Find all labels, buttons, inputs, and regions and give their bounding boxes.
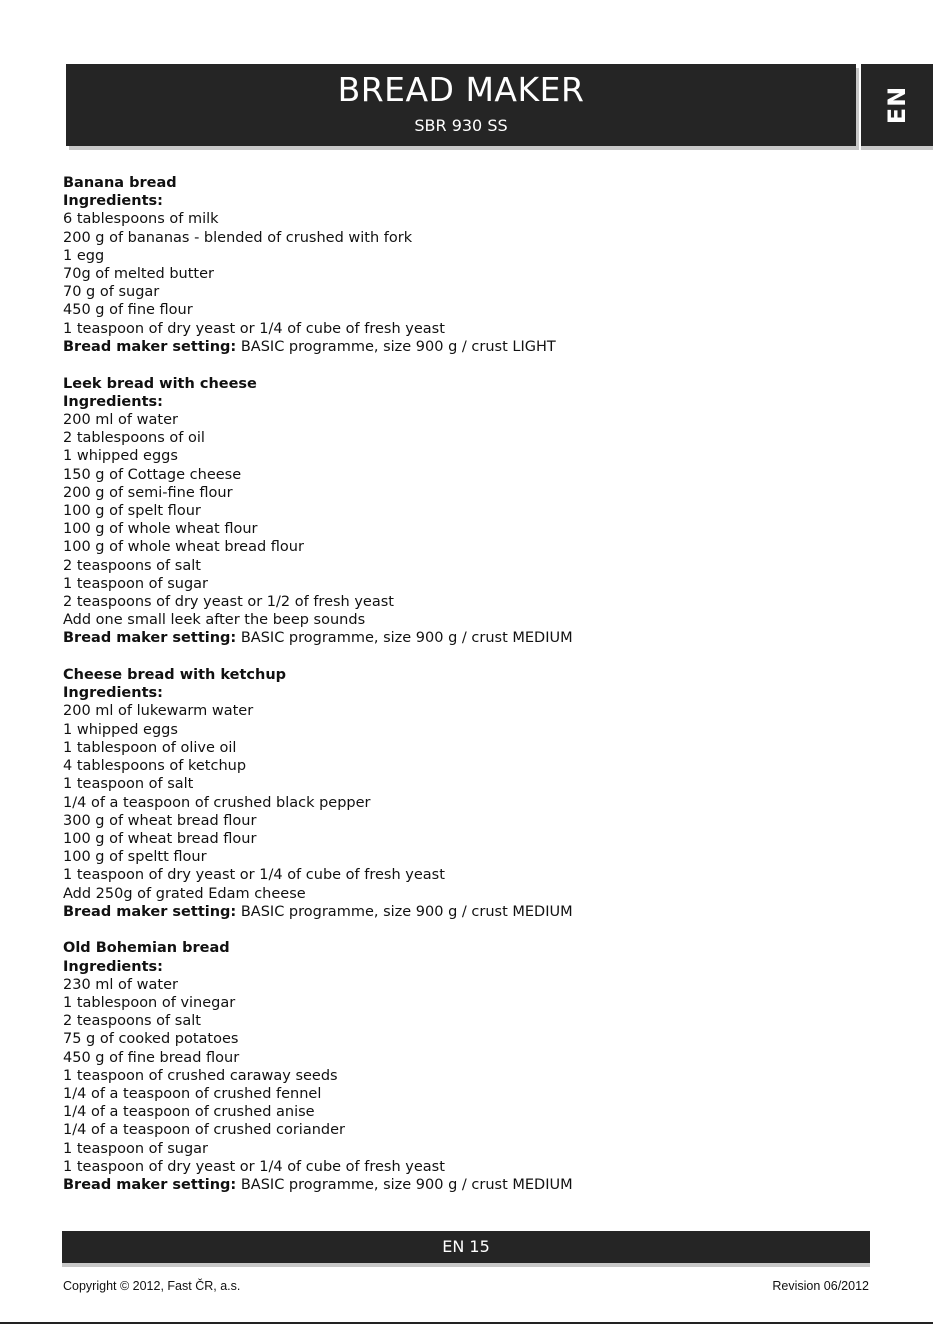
page-number-bar [62,1231,870,1263]
ingredient-item: 1/4 of a teaspoon of crushed black pepper [63,794,371,811]
ingredient-item: 6 tablespoons of milk [63,211,219,228]
ingredient-list [63,976,843,1176]
ingredient-item: 2 tablespoons of oil [63,430,205,447]
ingredient-item: 230 ml of water [63,976,178,993]
ingredient-item: 1/4 of a teaspoon of crushed coriander [63,1122,345,1139]
ingredient-item: Add 250g of grated Edam cheese [63,885,306,902]
bread-maker-setting [63,338,843,356]
revision-label: Revision 06/2012 [772,1279,869,1293]
setting-label: Bread maker setting: [63,630,237,647]
ingredients-label: Ingredients: [63,193,163,210]
ingredient-item: 1 whipped eggs [63,448,178,465]
ingredient-list [63,702,843,902]
ingredient-item: 1/4 of a teaspoon of crushed anise [63,1104,315,1121]
ingredients-label: Ingredients: [63,958,163,975]
recipe-block [63,939,843,1194]
ingredient-item: 70g of melted butter [63,266,214,283]
language-tab [861,64,933,146]
ingredient-item: 2 teaspoons of salt [63,557,201,574]
ingredient-list [63,411,843,629]
ingredient-item: Add one small leek after the beep sounds [63,612,366,629]
ingredient-item: 100 g of speltt flour [63,849,207,866]
setting-label: Bread maker setting: [63,1177,237,1194]
copyright-notice: Copyright © 2012, Fast ČR, a.s. [63,1279,241,1293]
recipe-list [63,174,843,1213]
ingredient-item: 1 tablespoon of olive oil [63,739,237,756]
ingredient-item: 450 g of fine flour [63,302,193,319]
setting-label: Bread maker setting: [63,903,237,920]
ingredient-list [63,210,843,337]
ingredient-item: 100 g of whole wheat flour [63,521,258,538]
page-header [66,64,856,146]
document-title: BREAD MAKER [337,70,585,109]
recipe-block [63,375,843,648]
ingredient-item: 200 g of bananas - blended of crushed with fork [63,229,413,246]
recipe-block [63,666,843,921]
ingredient-item: 1 egg [63,247,105,264]
setting-value: BASIC programme, size 900 g / crust MEDIUM [236,903,573,920]
ingredient-item: 1 teaspoon of sugar [63,1140,209,1157]
ingredient-item: 300 g of wheat bread flour [63,812,257,829]
ingredients-label: Ingredients: [63,685,163,702]
recipe-title: Leek bread with cheese [63,375,257,392]
ingredient-item: 100 g of spelt flour [63,502,201,519]
ingredient-item: 1 teaspoon of dry yeast or 1/4 of cube of fresh yeast [63,867,445,884]
page-number: EN 15 [442,1237,490,1256]
ingredient-item: 1 teaspoon of crushed caraway seeds [63,1067,338,1084]
bread-maker-setting [63,1176,843,1194]
recipe-title: Cheese bread with ketchup [63,667,287,684]
ingredient-item: 1 teaspoon of sugar [63,575,209,592]
ingredient-item: 2 teaspoons of dry yeast or 1/2 of fresh yeast [63,593,394,610]
model-number: SBR 930 SS [414,116,508,135]
setting-value: BASIC programme, size 900 g / crust LIGHT [236,338,556,355]
setting-value: BASIC programme, size 900 g / crust MEDIUM [236,630,573,647]
ingredients-label: Ingredients: [63,393,163,410]
ingredient-item: 200 g of semi-fine flour [63,484,233,501]
ingredient-item: 1 teaspoon of dry yeast or 1/4 of cube of fresh yeast [63,1158,445,1175]
ingredient-item: 100 g of wheat bread flour [63,830,257,847]
bread-maker-setting [63,629,843,647]
ingredient-item: 1/4 of a teaspoon of crushed fennel [63,1086,322,1103]
recipe-block [63,174,843,356]
ingredient-item: 70 g of sugar [63,284,160,301]
ingredient-item: 2 teaspoons of salt [63,1013,201,1030]
ingredient-item: 200 ml of water [63,411,178,428]
ingredient-item: 1 teaspoon of dry yeast or 1/4 of cube of fresh yeast [63,320,445,337]
setting-value: BASIC programme, size 900 g / crust MEDIUM [236,1177,573,1194]
recipe-title: Old Bohemian bread [63,940,230,957]
ingredient-item: 450 g of fine bread flour [63,1049,240,1066]
ingredient-item: 75 g of cooked potatoes [63,1031,239,1048]
ingredient-item: 1 whipped eggs [63,721,178,738]
recipe-title: Banana bread [63,175,177,191]
ingredient-item: 4 tablespoons of ketchup [63,758,247,775]
ingredient-item: 200 ml of lukewarm water [63,703,254,720]
ingredient-item: 100 g of whole wheat bread flour [63,539,304,556]
ingredient-item: 1 teaspoon of salt [63,776,194,793]
ingredient-item: 150 g of Cottage cheese [63,466,242,483]
language-label: EN [883,85,911,125]
bread-maker-setting [63,903,843,921]
ingredient-item: 1 tablespoon of vinegar [63,995,236,1012]
setting-label: Bread maker setting: [63,338,237,355]
